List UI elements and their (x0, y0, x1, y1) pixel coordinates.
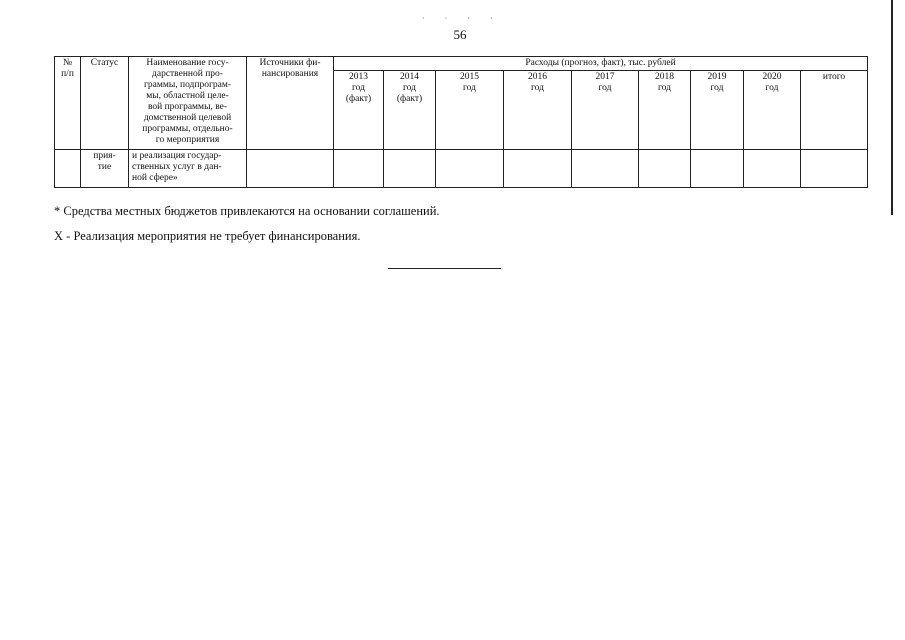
scan-edge-line (891, 0, 893, 215)
row-value-2013 (334, 150, 384, 188)
row-num (55, 150, 81, 188)
row-value-2019 (691, 150, 744, 188)
header-sources: Источники фи- нансирования (247, 57, 334, 150)
row-value-2020 (744, 150, 801, 188)
row-value-2015 (436, 150, 504, 188)
row-status: прия- тие (81, 150, 129, 188)
header-year-2013: 2013 год (факт) (334, 71, 384, 150)
financing-table (54, 56, 868, 188)
row-sources (247, 150, 334, 188)
row-name: и реализация государ- ственных услуг в дан- ной сфере» (129, 150, 247, 188)
header-total: итого (801, 71, 868, 150)
header-year-2015: 2015 год (436, 71, 504, 150)
footnote-local-budgets: * Средства местных бюджетов привлекаются на основании соглашений. (54, 204, 440, 218)
header-year-2014: 2014 год (факт) (384, 71, 436, 150)
header-name: Наименование госу- дарственной про- граммы, подпрограм- мы, областной целе- вой программы, ве- домственной целевой программы, отдельно- го мероприятия (129, 57, 247, 150)
row-value-2014 (384, 150, 436, 188)
header-year-2020: 2020 год (744, 71, 801, 150)
header-year-2019: 2019 год (691, 71, 744, 150)
row-value-2018 (639, 150, 691, 188)
header-num: № п/п (55, 57, 81, 150)
scan-specks: · · · · (422, 14, 502, 23)
header-year-2018: 2018 год (639, 71, 691, 150)
footnote-no-financing: Х - Реализация мероприятия не требует финансирования. (54, 229, 361, 243)
header-expenses: Расходы (прогноз, факт), тыс. рублей (334, 57, 868, 71)
row-value-2017 (572, 150, 639, 188)
table-row (55, 150, 868, 188)
row-value-2016 (504, 150, 572, 188)
header-year-2016: 2016 год (504, 71, 572, 150)
row-value-total (801, 150, 868, 188)
header-status: Статус (81, 57, 129, 150)
end-separator-line (388, 268, 501, 269)
page-number: 56 (453, 27, 467, 42)
header-year-2017: 2017 год (572, 71, 639, 150)
